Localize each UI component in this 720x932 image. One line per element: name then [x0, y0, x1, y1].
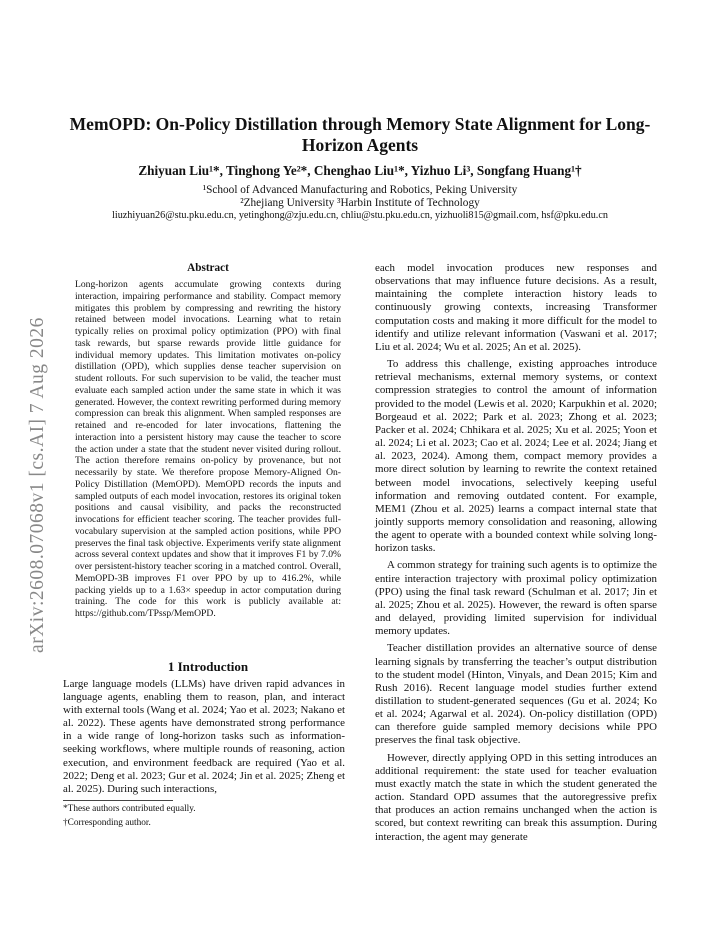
footnote-rule — [63, 800, 173, 801]
footnote-corresponding: †Corresponding author. — [63, 818, 151, 828]
paragraph: However, directly applying OPD in this setting introduces an additional requirement: the state used for teacher evaluation must exactly match the state in which the student generated the action. Standard OPD assumes that the autoregressive prefix that produces an action remains unchanged when the action is scored, but context rewriting can break this assumption. During interaction, the agent may generate — [375, 751, 657, 843]
section-heading-introduction: 1 Introduction — [167, 659, 249, 674]
author-list: Zhiyuan Liu¹*, Tinghong Ye²*, Chenghao Liu¹*, Yizhuo Li³, Songfang Huang¹† — [138, 163, 582, 178]
paragraph: each model invocation produces new responses and observations that may influence future decisions. As a result, maintaining the complete interaction history leads to continuously growing contexts, increasing Transformer computation costs and making it more difficult for the model to identify and utilize relevant information (Vaswani et al. 2017; Liu et al. 2024; Wu et al. 2025; An et al. 2025). — [375, 262, 657, 353]
paper-title: MemOPD: On-Policy Distillation through Memory State Alignment for Long-Horizon Agents — [69, 114, 651, 155]
paragraph: Teacher distillation provides an alternative source of dense learning signals by transferring the teacher’s output distribution to the student model (Hinton, Vinyals, and Dean 2015; Kim and Rush 2016). Recent language model studies further extend distillation to student-generated sequences (Gu et al. 2024; Ko et al. 2024; Agarwal et al. 2024). On-policy distillation (OPD) can therefore guide sampled memory decisions while PPO preserves the final task objective. — [375, 642, 657, 747]
arxiv-watermark — [18, 295, 58, 675]
paragraph: A common strategy for training such agents is to optimize the entire interaction trajectory with proximal policy optimization (PPO) using the final task reward (Schulman et al. 2017; Jin et al. 2025; Zhou et al. 2025). However, the reward is often sparse and delayed, providing limited supervision for individual memory updates. — [375, 559, 657, 638]
intro-paragraph: Large language models (LLMs) have driven rapid advances in language agents, enabling them to reason, plan, and interact with external tools (Wang et al. 2024; Yao et al. 2023; Nakano et al. 2022). These agents have demonstrated strong performance in a wide range of long-horizon tasks such as information-seeking workflows, where multiple rounds of reasoning, action execution, and environment feedback are required (Yao et al. 2022; Deng et al. 2023; Gur et al. 2024; Jin et al. 2025; Zheng et al. 2025). During such interactions, — [63, 678, 345, 795]
affiliation-1: ¹School of Advanced Manufacturing and Robotics, Peking University — [202, 184, 518, 196]
abstract-text: Long-horizon agents accumulate growing contexts during interaction, impairing performance and stability. Compact memory mitigates this problem by compressing and rewriting the history retained between model invocations. Learning what to retain typically relies on proximal policy optimization (PPO) with final task rewards, but sparse rewards provide little guidance for individual memory updates. This limitation motivates on-policy distillation (OPD), which supplies dense teacher supervision on student rollouts. For such supervision to be valid, the teacher must evaluate each sampled action under the same state in which it was generated. However, the context rewriting performed during memory compression can break this alignment. When sampled responses are retained and re-encoded for later invocations, flattening the interaction into a persistent history may cause the teacher to score the action under a state that the student never visited during rollout. The action therefore remains on-policy by provenance, but not necessarily by state. We therefore propose Memory-Aligned On-Policy Distillation (MemOPD). MemOPD records the inputs and sampled outputs of each model invocation, restores its original token positions and causal visibility, and packs the reconstructed invocations for efficient teacher scoring. The teacher provides full-vocabulary supervision at the sampled action positions, while PPO preserves the final task objective. Experiments verify state alignment across several context updates and show that it improves F1 by 7.0% over persistent-history teacher scoring in a matched control. Overall, MemOPD-3B improves F1 over PPO by up to 416.2%, while packing yields up to a 1.63× speedup in actor computation during training. The code for this work is publicly available at: https://github.com/TPssp/MemOPD. — [75, 279, 341, 619]
footnote-equal-contribution: *These authors contributed equally. — [63, 804, 196, 814]
arxiv-id: arXiv:2608.07068v1 [cs.AI] 7 Aug 2026 — [27, 317, 48, 653]
affiliation-2: ²Zhejiang University ³Harbin Institute of Technology — [240, 197, 480, 209]
abstract-heading: Abstract — [187, 262, 229, 274]
paragraph: To address this challenge, existing approaches introduce retrieval mechanisms, external memory systems, or context compression strategies to control the amount of information provided to the model (Lewis et al. 2020; Karpukhin et al. 2020; Borgeaud et al. 2022; Park et al. 2023; Zhong et al. 2023; Packer et al. 2024; Chhikara et al. 2025; Xu et al. 2025; Yoon et al. 2024; Li et al. 2023; Cao et al. 2024; Lee et al. 2024; Jiang et al. 2023, 2024). Among them, compact memory provides a more direct solution by learning to rewrite the context retained between model invocations, selectively keeping useful information and removing outdated content. For example, MEM1 (Zhou et al. 2025) learns a compact internal state that jointly supports memory consolidation and reasoning, allowing the agent to operate with a bounded context while solving long-horizon tasks. — [375, 358, 657, 555]
author-emails: liuzhiyuan26@stu.pku.edu.cn, yetinghong@zju.edu.cn, chliu@stu.pku.edu.cn, yizhuoli815@gmail.com, hsf@pku.edu.cn — [112, 210, 608, 221]
right-column — [375, 262, 657, 848]
